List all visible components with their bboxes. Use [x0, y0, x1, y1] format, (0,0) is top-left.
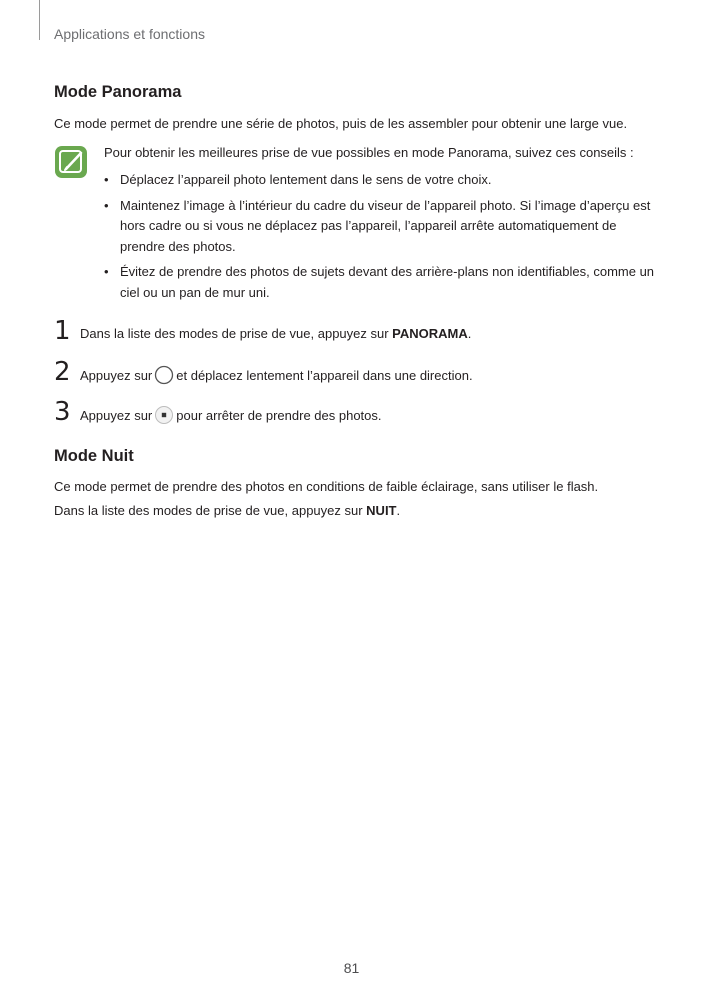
list-item [104, 196, 656, 258]
step-text-after: pour arrêter de prendre des photos. [176, 408, 382, 423]
tip-text: Déplacez l’appareil photo lentement dans le sens de votre choix. [120, 172, 492, 187]
note-intro: Pour obtenir les meilleures prise de vue possibles en mode Panorama, suivez ces conseils : [104, 145, 634, 160]
note-pencil-icon [54, 145, 88, 179]
step-text-before: Dans la liste des modes de prise de vue, appuyez sur [80, 326, 393, 341]
bullet-icon: • [104, 197, 109, 213]
night-instruction-text: Dans la liste des modes de prise de vue, appuyez sur [54, 503, 367, 518]
night-instruction [54, 501, 400, 521]
panorama-title: Mode Panorama [54, 83, 182, 101]
step-text-before: Appuyez sur [80, 408, 153, 423]
night-title: Mode Nuit [54, 447, 134, 465]
night-description: Ce mode permet de prendre des photos en conditions de faible éclairage, sans utiliser le flash. [54, 479, 599, 494]
step-number: 2 [54, 357, 71, 387]
bullet-icon: • [104, 172, 109, 187]
step-number: 1 [54, 316, 71, 346]
panorama-description: Ce mode permet de prendre une série de photos, puis de les assembler pour obtenir une large vue. [54, 116, 628, 131]
step-text-before: Appuyez sur [80, 368, 153, 383]
tip-text: Maintenez l’image à l’intérieur du cadre du viseur de l’appareil photo. Si l’image d’aperçu est hors cadre ou si vous ne déplacez pas l’appareil, l’appareil arrête automatiquement de prendre des photos. [120, 197, 651, 254]
step-text [80, 405, 382, 431]
step-text-after: . [467, 326, 472, 341]
step-number: 3 [54, 397, 71, 427]
bullet-icon: • [104, 264, 109, 279]
step-text [80, 365, 473, 391]
list-item [104, 262, 656, 303]
step-text [80, 324, 471, 344]
night-instruction-end: . [396, 503, 401, 518]
panorama-mode-label: PANORAMA [392, 326, 468, 341]
tips-list [104, 170, 656, 308]
stop-button-icon [154, 405, 174, 431]
step-text-after: et déplacez lentement l’appareil dans une direction. [176, 368, 473, 383]
header-rule [39, 0, 40, 40]
shutter-button-icon [154, 365, 174, 391]
header-title: Applications et fonctions [54, 26, 205, 42]
page-number: 81 [343, 960, 360, 976]
tip-text: Évitez de prendre des photos de sujets devant des arrière-plans non identifiables, comme un ciel ou un pan de mur uni. [120, 264, 655, 300]
list-item [104, 170, 656, 191]
night-mode-label: NUIT [366, 503, 397, 518]
